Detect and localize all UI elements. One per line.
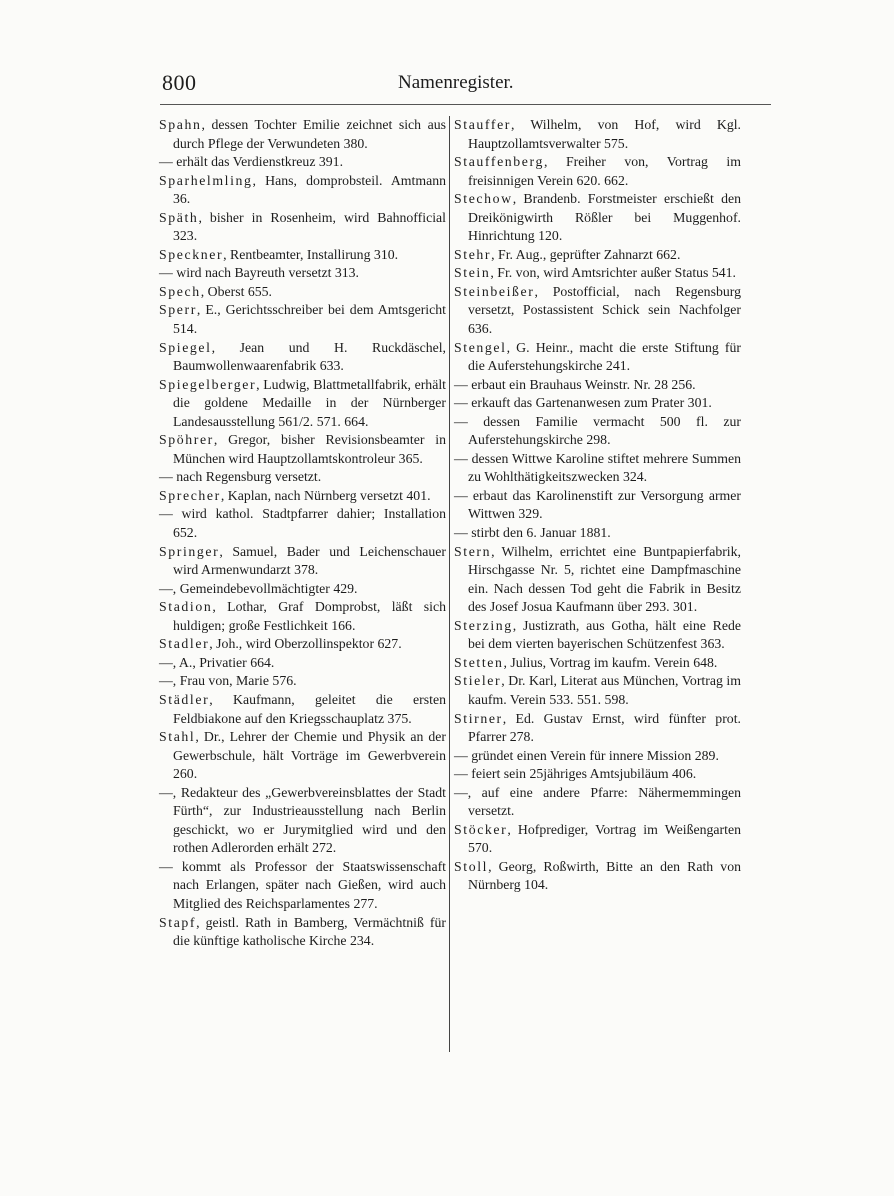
entry-name: Stechow	[454, 191, 513, 207]
entry-name: Sprecher	[159, 487, 221, 503]
running-head-title: Namenregister.	[398, 72, 514, 93]
index-entry	[159, 784, 446, 858]
index-entry	[454, 283, 741, 339]
index-entry	[454, 246, 741, 265]
entry-text: — nach Regensburg versetzt.	[159, 469, 322, 485]
column-divider	[449, 116, 450, 1052]
index-entry	[159, 858, 446, 914]
entry-text: , Oberst 655.	[200, 283, 272, 299]
index-entry	[159, 431, 446, 468]
index-entry	[454, 654, 741, 673]
entry-text: , Fr. Aug., geprüfter Zahnarzt 662.	[491, 246, 681, 262]
index-entry	[454, 487, 741, 524]
entry-text: , Ludwig, Blattmetallfabrik, erhält die goldene Medaille in der Nürnberger Landesausstellung 561/2. 571. 664.	[173, 376, 446, 429]
index-entry	[159, 116, 446, 153]
entry-text: , Brandenb. Forstmeister erschießt den Dreikönigwirth Rößler bei Muggenhof. Hinrichtung 120.	[468, 191, 741, 244]
entry-name: Springer	[159, 543, 220, 559]
index-entry	[159, 543, 446, 580]
index-entry	[454, 524, 741, 543]
index-entry	[159, 505, 446, 542]
entry-text: , Georg, Roßwirth, Bitte an den Rath von Nürnberg 104.	[468, 858, 741, 893]
entry-name: Stern	[454, 543, 492, 559]
entry-text: , geistl. Rath in Bamberg, Vermächtniß für die künftige katholische Kirche 234.	[173, 914, 446, 949]
index-entry	[454, 394, 741, 413]
entry-text: , Dr. Karl, Literat aus München, Vortrag im kaufm. Verein 533. 551. 598.	[468, 673, 741, 707]
entry-text: — feiert sein 25jähriges Amtsjubiläum 406.	[454, 766, 697, 782]
entry-name: Steinbeißer	[454, 283, 535, 299]
entry-name: Stoll	[454, 858, 489, 874]
index-entry	[454, 190, 741, 246]
entry-text: — wird kathol. Stadtpfarrer dahier; Installation 652.	[159, 506, 446, 541]
entry-text: , Dr., Lehrer der Chemie und Physik an der Gewerbschule, hält Vorträge im Gewerbverein 260.	[173, 729, 446, 782]
entry-text: , Jean und H. Ruckdäschel, Baumwollenwaarenfabrik 633.	[173, 339, 446, 374]
entry-text: — erkauft das Gartenanwesen zum Prater 301.	[454, 395, 712, 411]
entry-text: —, A., Privatier 664.	[159, 654, 275, 670]
entry-name: Sterzing	[454, 617, 513, 633]
entry-name: Stauffer	[454, 117, 511, 132]
index-entry	[159, 339, 446, 376]
entry-text: , Ed. Gustav Ernst, wird fünfter prot. Pfarrer 278.	[468, 710, 741, 745]
entry-text: —, auf eine andere Pfarre: Nähermemmingen versetzt.	[454, 784, 741, 819]
entry-text: , Lothar, Graf Domprobst, läßt sich huldigen; große Festlichkeit 166.	[173, 599, 446, 633]
index-entry	[159, 153, 446, 172]
entry-text: —, Redakteur des „Gewerbvereinsblattes der Stadt Fürth“, zur Industrieausstellung nach Berlin geschickt, wo er Jurymitglied wird und den rothen Adlerorden erhält 272.	[159, 784, 446, 856]
index-entry	[159, 246, 446, 265]
entry-text: , Fr. von, wird Amtsrichter außer Status 541.	[490, 265, 737, 281]
index-entry	[159, 580, 446, 599]
index-entry	[454, 153, 741, 190]
entry-name: Stetten	[454, 654, 504, 670]
entry-text: , Rentbeamter, Installirung 310.	[223, 246, 399, 262]
entry-text: , Hans, domprobsteil. Amtmann 36.	[173, 172, 446, 207]
entry-text: , G. Heinr., macht die erste Stiftung für die Auferstehungskirche 241.	[468, 339, 741, 374]
index-column-left	[159, 116, 446, 951]
entry-name: Stöcker	[454, 821, 508, 837]
entry-text: , Postofficial, nach Regensburg versetzt, Postassistent Schick sein Nachfolger 636.	[468, 283, 741, 337]
index-entry	[159, 672, 446, 691]
entry-name: Städler	[159, 691, 210, 707]
index-entry	[159, 635, 446, 654]
entry-text: , Freiher von, Vortrag im freisinnigen Verein 620. 662.	[468, 154, 741, 188]
index-entry	[454, 710, 741, 747]
entry-text: — stirbt den 6. Januar 1881.	[454, 525, 611, 541]
entry-text: , E., Gerichtsschreiber bei dem Amtsgericht 514.	[173, 302, 446, 337]
entry-name: Sparhelmling	[159, 172, 253, 188]
index-entry	[159, 468, 446, 487]
entry-name: Spech	[159, 283, 201, 299]
entry-text: — gründet einen Verein für innere Mission 289.	[454, 747, 719, 763]
index-entry	[159, 172, 446, 209]
entry-name: Stauffenberg	[454, 154, 544, 170]
index-entry	[159, 283, 446, 302]
index-entry	[454, 821, 741, 858]
index-entry	[159, 301, 446, 338]
entry-name: Stapf	[159, 914, 197, 930]
entry-text: — erbaut ein Brauhaus Weinstr. Nr. 28 256.	[454, 376, 696, 392]
entry-name: Spiegelberger	[159, 376, 257, 392]
entry-text: , Samuel, Bader und Leichenschauer wird Armenwundarzt 378.	[173, 543, 446, 578]
index-entry	[454, 450, 741, 487]
entry-name: Speckner	[159, 246, 224, 262]
index-entry	[159, 654, 446, 673]
entry-name: Stein	[454, 265, 491, 281]
entry-text: , Kaufmann, geleitet die ersten Feldbiakone auf den Kriegsschauplatz 375.	[173, 691, 446, 726]
entry-text: — erbaut das Karolinenstift zur Versorgung armer Wittwen 329.	[454, 487, 741, 522]
header-rule	[160, 104, 771, 105]
entry-name: Sperr	[159, 302, 197, 318]
entry-text: —, Frau von, Marie 576.	[159, 673, 297, 689]
index-entry	[454, 765, 741, 784]
index-entry	[159, 376, 446, 432]
entry-text: — dessen Wittwe Karoline stiftet mehrere Summen zu Wohlthätigkeitszwecken 324.	[454, 450, 741, 485]
entry-text: — wird nach Bayreuth versetzt 313.	[159, 265, 359, 281]
index-entry	[454, 339, 741, 376]
index-entry	[454, 747, 741, 766]
entry-text: — dessen Familie vermacht 500 fl. zur Auferstehungskirche 298.	[454, 413, 741, 448]
entry-text: , Wilhelm, von Hof, wird Kgl. Hauptzollamtsverwalter 575.	[468, 117, 741, 151]
entry-text: , Hofprediger, Vortrag im Weißengarten 570.	[468, 821, 741, 856]
entry-text: , dessen Tochter Emilie zeichnet sich aus durch Pflege der Verwundeten 380.	[173, 117, 446, 151]
index-column-right	[454, 116, 741, 895]
index-entry	[159, 264, 446, 283]
index-entry	[454, 672, 741, 709]
entry-name: Spöhrer	[159, 432, 214, 448]
entry-name: Stadion	[159, 599, 213, 615]
entry-name: Stadler	[159, 636, 210, 652]
entry-name: Späth	[159, 209, 199, 225]
index-entry	[159, 728, 446, 784]
entry-name: Stirner	[454, 710, 503, 726]
entry-text: , Justizrath, aus Gotha, hält eine Rede bei dem vierten bayerischen Schützenfest 363.	[468, 617, 741, 652]
entry-text: , bisher in Rosenheim, wird Bahnofficial 323.	[173, 209, 446, 244]
index-entry	[454, 784, 741, 821]
index-entry	[159, 209, 446, 246]
index-entry	[454, 376, 741, 395]
entry-text: —, Gemeindebevollmächtigter 429.	[159, 580, 358, 596]
entry-text: , Kaplan, nach Nürnberg versetzt 401.	[220, 487, 431, 503]
entry-name: Spiegel	[159, 339, 212, 355]
index-entry	[454, 543, 741, 617]
entry-text: , Joh., wird Oberzollinspektor 627.	[209, 636, 402, 652]
entry-name: Stengel	[454, 339, 507, 355]
index-entry	[454, 858, 741, 895]
page-number: 800	[162, 70, 197, 95]
entry-text: , Wilhelm, errichtet eine Buntpapierfabrik, Hirschgasse Nr. 5, richtet eine Dampfmaschine ein. Nach dessen Tod geht die Fabrik in Besitz des Josef Josua Kaufmann über 293. 301.	[468, 543, 741, 615]
index-entry	[454, 264, 741, 283]
entry-name: Stehr	[454, 246, 492, 262]
index-entry	[159, 691, 446, 728]
entry-name: Spahn	[159, 117, 202, 132]
index-entry	[454, 116, 741, 153]
index-entry	[454, 413, 741, 450]
index-entry	[454, 617, 741, 654]
entry-name: Stieler	[454, 673, 502, 689]
entry-text: , Julius, Vortrag im kaufm. Verein 648.	[503, 654, 718, 670]
index-entry	[159, 598, 446, 635]
entry-text: , Gregor, bisher Revisionsbeamter in München wird Hauptzollamtskontroleur 365.	[173, 432, 446, 466]
entry-text: — erhält das Verdienstkreuz 391.	[159, 154, 344, 170]
entry-text: — kommt als Professor der Staatswissenschaft nach Erlangen, später nach Gießen, wird auch Mitglied des Reichsparlamentes 277.	[159, 858, 446, 911]
index-entry	[159, 487, 446, 506]
index-entry	[159, 914, 446, 951]
entry-name: Stahl	[159, 729, 196, 745]
